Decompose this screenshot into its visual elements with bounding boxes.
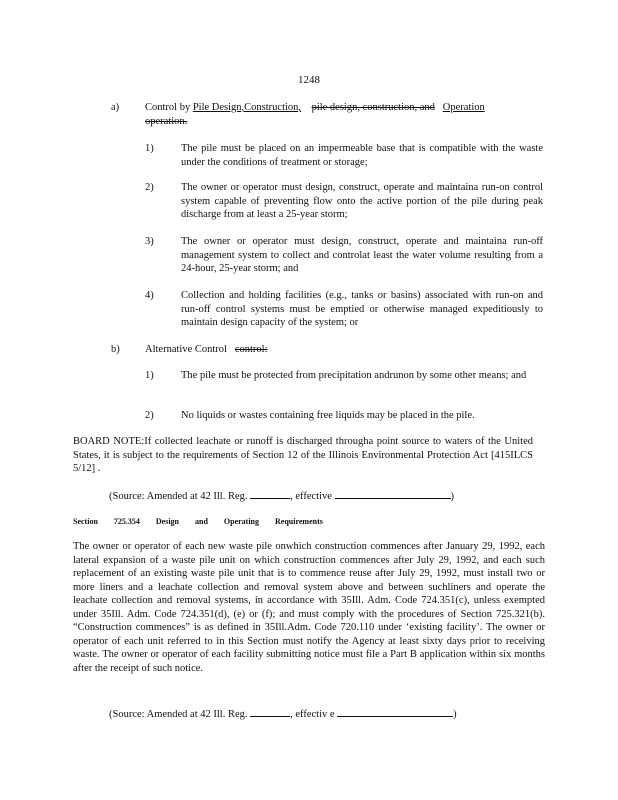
source-2-prefix: (Source: Amended at 42 Ill. Reg. — [109, 709, 248, 720]
item-a3-number: 3) — [145, 236, 154, 247]
source-1-prefix: (Source: Amended at 42 Ill. Reg. — [109, 491, 248, 502]
item-a1-number: 1) — [145, 143, 154, 154]
reg-blank-2 — [250, 706, 290, 717]
item-a3-text: The owner or operator must design, construct, operate and maintaina run-off management system to collect and controlat least the water volume resulting from a 24-hour, 25-year storm; and — [181, 236, 543, 274]
subsection-a-label: a) — [111, 102, 120, 113]
heading-b-text: Alternative Control — [145, 344, 230, 355]
item-a2-number: 2) — [145, 182, 154, 193]
source-2-suffix: ) — [453, 709, 457, 720]
subsection-b-label: b) — [111, 344, 120, 355]
source-1-mid: , effective — [290, 491, 332, 502]
source-2-mid: , effectiv e — [290, 709, 335, 720]
item-a1-text: The pile must be placed on an impermeable base that is compatible with the waste under the conditions of treatment or storage; — [181, 143, 543, 168]
board-note: BOARD NOTE:If collected leachate or runoff is discharged througha point source to waters of the United States, it is subject to the requirements of Section 12 of the Illinois Environmental Protection Act [415ILCS 5/12] . — [73, 436, 533, 474]
item-a4-number: 4) — [145, 290, 154, 301]
source-note-2 — [109, 706, 457, 722]
page-number: 1248 — [298, 74, 320, 86]
heading-b-deleted: control: — [234, 344, 268, 355]
section-body-paragraph: The owner or operator of each new waste pile onwhich construction commences after January 29, 1992, each lateral expansion of a waste pile unit on which construction commences after July 29, 1992, and each such replacement of an existing waste pile unit that is to commence reuse after July 29, 1992, must install two or more liners and a leachate collection and removal system above and between suchliners and operate the leachate collection and removal systems, in accordance with 35Ill. Adm. Code 724.351(c), unless exempted under 35Ill. Adm. Code 724.351(d), (e) or (f); and must comply with the procedures of Section 725.321(b). “Construction commences” is as defined in 35Ill.Adm. Code 720.110 under ‘existing facility’. The owner or operator of each unit referred to in this Section must notify the Agency at least sixty days prior to receiving waste. The owner or operator of each facility submitting notice must file a Part B application within six months after the receipt of such notice. — [73, 541, 545, 674]
heading-a-continuation: operation. — [145, 115, 188, 127]
item-a4-text: Collection and holding facilities (e.g., tanks or basins) associated with run-on and run-off control systems must be emptied or otherwise managed expeditiously to maintain design capacity of the system; or — [181, 290, 543, 328]
heading-a-prefix: Control by — [145, 102, 193, 113]
source-1-suffix: ) — [450, 491, 455, 502]
item-b2-number: 2) — [145, 410, 154, 421]
heading-a-deleted: pile design, construction, and — [311, 102, 435, 113]
item-b1-text: The pile must be protected from precipitation andrunon by some other means; and — [181, 370, 527, 381]
subsection-b-heading — [145, 343, 565, 357]
subsection-a-heading — [145, 101, 565, 128]
section-heading: Section 725.354 Design and Operating Requirements — [73, 517, 323, 526]
item-b1-number: 1) — [145, 370, 154, 381]
source-note-1 — [109, 488, 454, 504]
heading-a-inserted-2: Operation — [442, 102, 485, 113]
effective-blank-1 — [335, 488, 451, 499]
effective-blank-2 — [337, 706, 453, 717]
item-b2-text: No liquids or wastes containing free liquids may be placed in the pile. — [181, 410, 475, 421]
heading-a-inserted-1: Pile Design,Construction, — [192, 102, 302, 113]
item-a2-text: The owner or operator must design, construct, operate and maintaina run-on control system capable of preventing flow onto the active portion of the pile during peak discharge from at least a 25-year storm; — [181, 182, 543, 220]
reg-blank-1 — [250, 488, 290, 499]
